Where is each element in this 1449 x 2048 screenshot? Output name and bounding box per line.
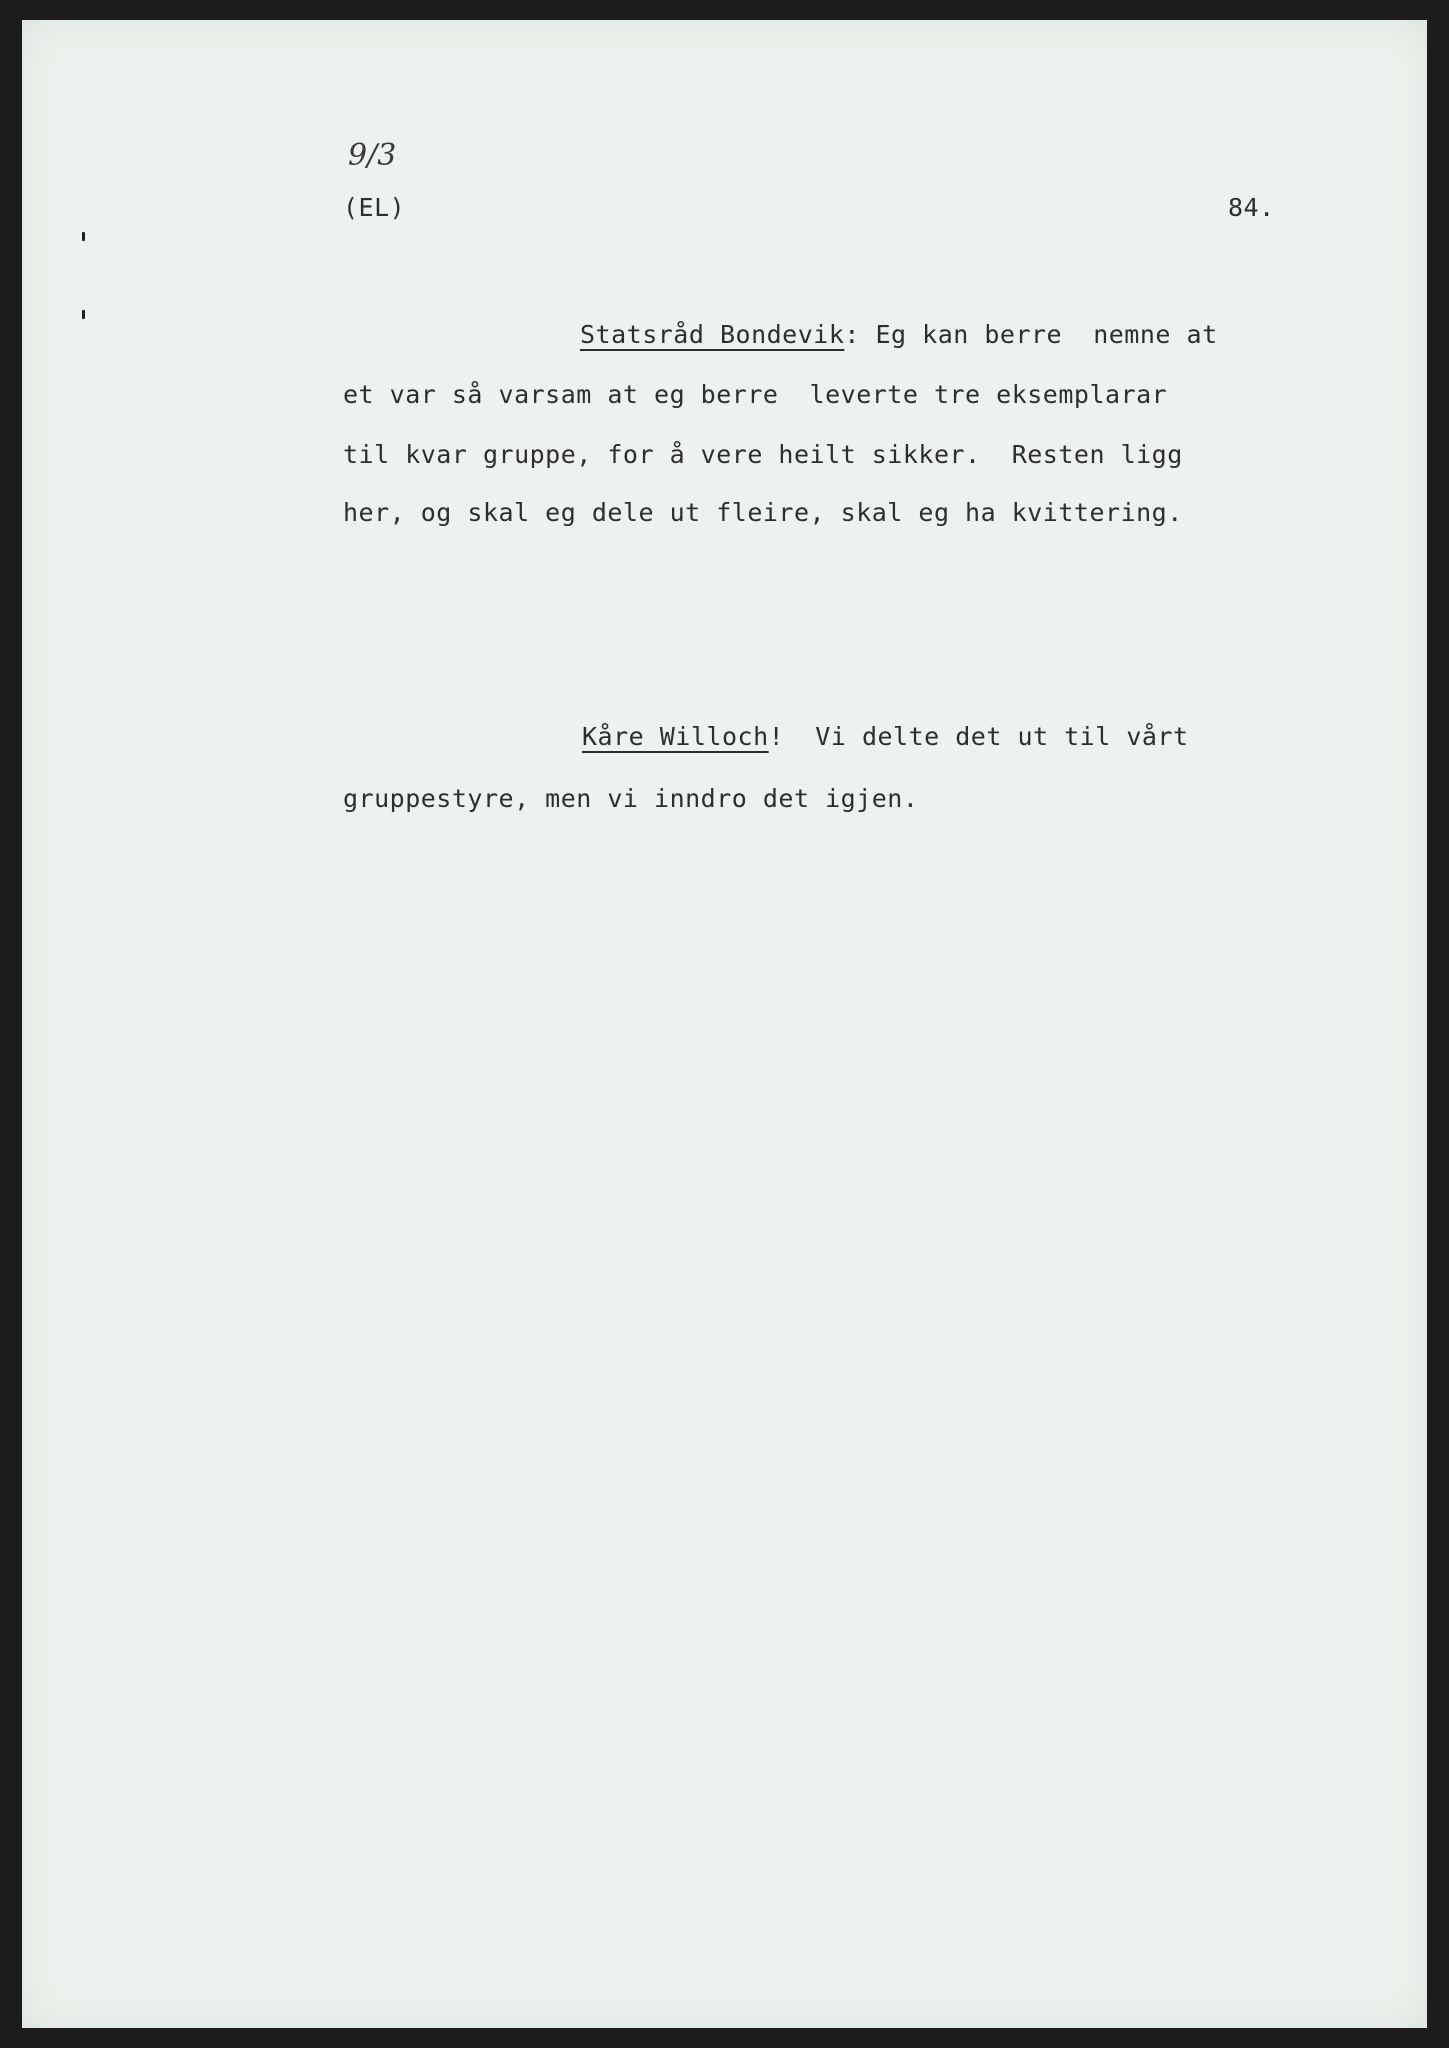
entry-line: et var så varsam at eg berre leverte tre eksemplarar [343,380,1168,409]
section-code: (EL) [343,193,406,222]
entry-first-line [582,722,1189,751]
binding-hole-mark [82,310,85,319]
speaker-name: Statsråd Bondevik [580,320,845,349]
speaker-separator: ! [768,722,785,751]
entry-line: til kvar gruppe, for å vere heilt sikker. Resten ligg [343,440,1183,469]
handwritten-date: 9/3 [348,138,397,173]
page-number: 84. [1228,193,1275,222]
binding-hole-mark [82,232,85,241]
speaker-name: Kåre Willoch [582,722,769,751]
speaker-separator: : [844,320,860,349]
entry-line: gruppestyre, men vi inndro det igjen. [343,784,919,813]
entry-text: Vi delte det ut til vårt [784,722,1189,751]
entry-text: Eg kan berre nemne at [859,320,1218,349]
entry-first-line [580,320,1218,349]
entry-line: her, og skal eg dele ut fleire, skal eg ha kvittering. [343,498,1183,527]
